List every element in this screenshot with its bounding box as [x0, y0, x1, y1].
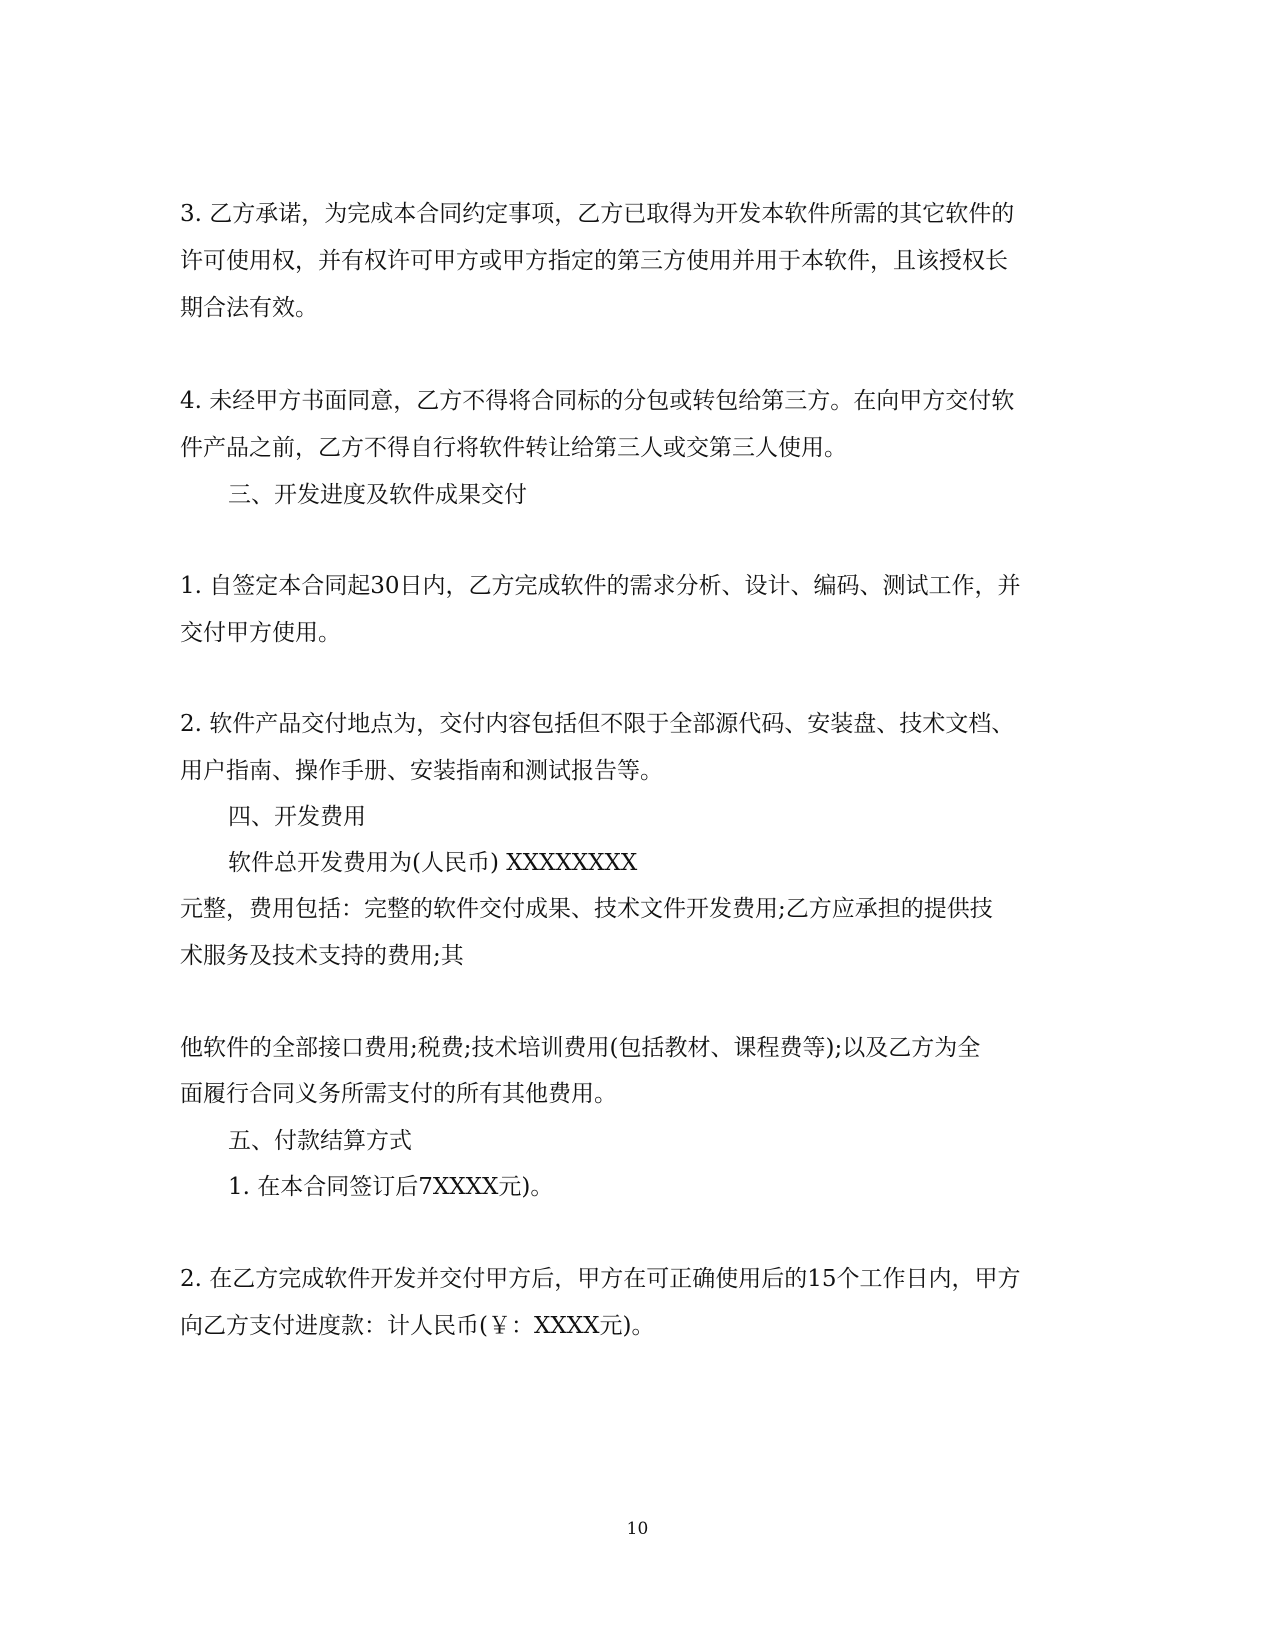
section-heading-5: 五、付款结算方式	[228, 1128, 412, 1154]
text-line-12: 软件总开发费用为(人民币) XXXXXXXX	[228, 850, 638, 876]
page-number: 10	[626, 1519, 649, 1539]
text-line-13: 元整，费用包括：完整的软件交付成果、技术文件开发费用;乙方应承担的提供技	[180, 896, 993, 922]
text-line-20: 向乙方支付进度款：计人民币(￥：XXXX元)。	[180, 1313, 655, 1339]
text-line-2: 许可使用权，并有权许可甲方或甲方指定的第三方使用并用于本软件，且该授权长	[180, 248, 1008, 274]
text-line-8: 交付甲方使用。	[180, 620, 341, 646]
section-heading-4: 四、开发费用	[228, 804, 366, 830]
text-line-10: 用户指南、操作手册、安装指南和测试报告等。	[180, 758, 663, 784]
text-line-18: 1. 在本合同签订后7XXXX元)。	[228, 1174, 554, 1200]
text-line-16: 面履行合同义务所需支付的所有其他费用。	[180, 1081, 617, 1107]
text-line-19: 2. 在乙方完成软件开发并交付甲方后，甲方在可正确使用后的15个工作日内，甲方	[180, 1266, 1021, 1292]
section-heading-3: 三、开发进度及软件成果交付	[228, 482, 527, 508]
text-line-4: 4. 未经甲方书面同意，乙方不得将合同标的分包或转包给第三方。在向甲方交付软	[180, 388, 1015, 414]
text-line-7: 1. 自签定本合同起30日内，乙方完成软件的需求分析、设计、编码、测试工作，并	[180, 573, 1021, 599]
text-line-15: 他软件的全部接口费用;税费;技术培训费用(包括教材、课程费等);以及乙方为全	[180, 1035, 981, 1061]
text-line-1: 3. 乙方承诺，为完成本合同约定事项，乙方已取得为开发本软件所需的其它软件的	[180, 201, 1015, 227]
text-line-9: 2. 软件产品交付地点为，交付内容包括但不限于全部源代码、安装盘、技术文档、	[180, 711, 1015, 737]
text-line-3: 期合法有效。	[180, 295, 318, 321]
text-line-5: 件产品之前，乙方不得自行将软件转让给第三人或交第三人使用。	[180, 435, 847, 461]
text-line-14: 术服务及技术支持的费用;其	[180, 943, 464, 969]
